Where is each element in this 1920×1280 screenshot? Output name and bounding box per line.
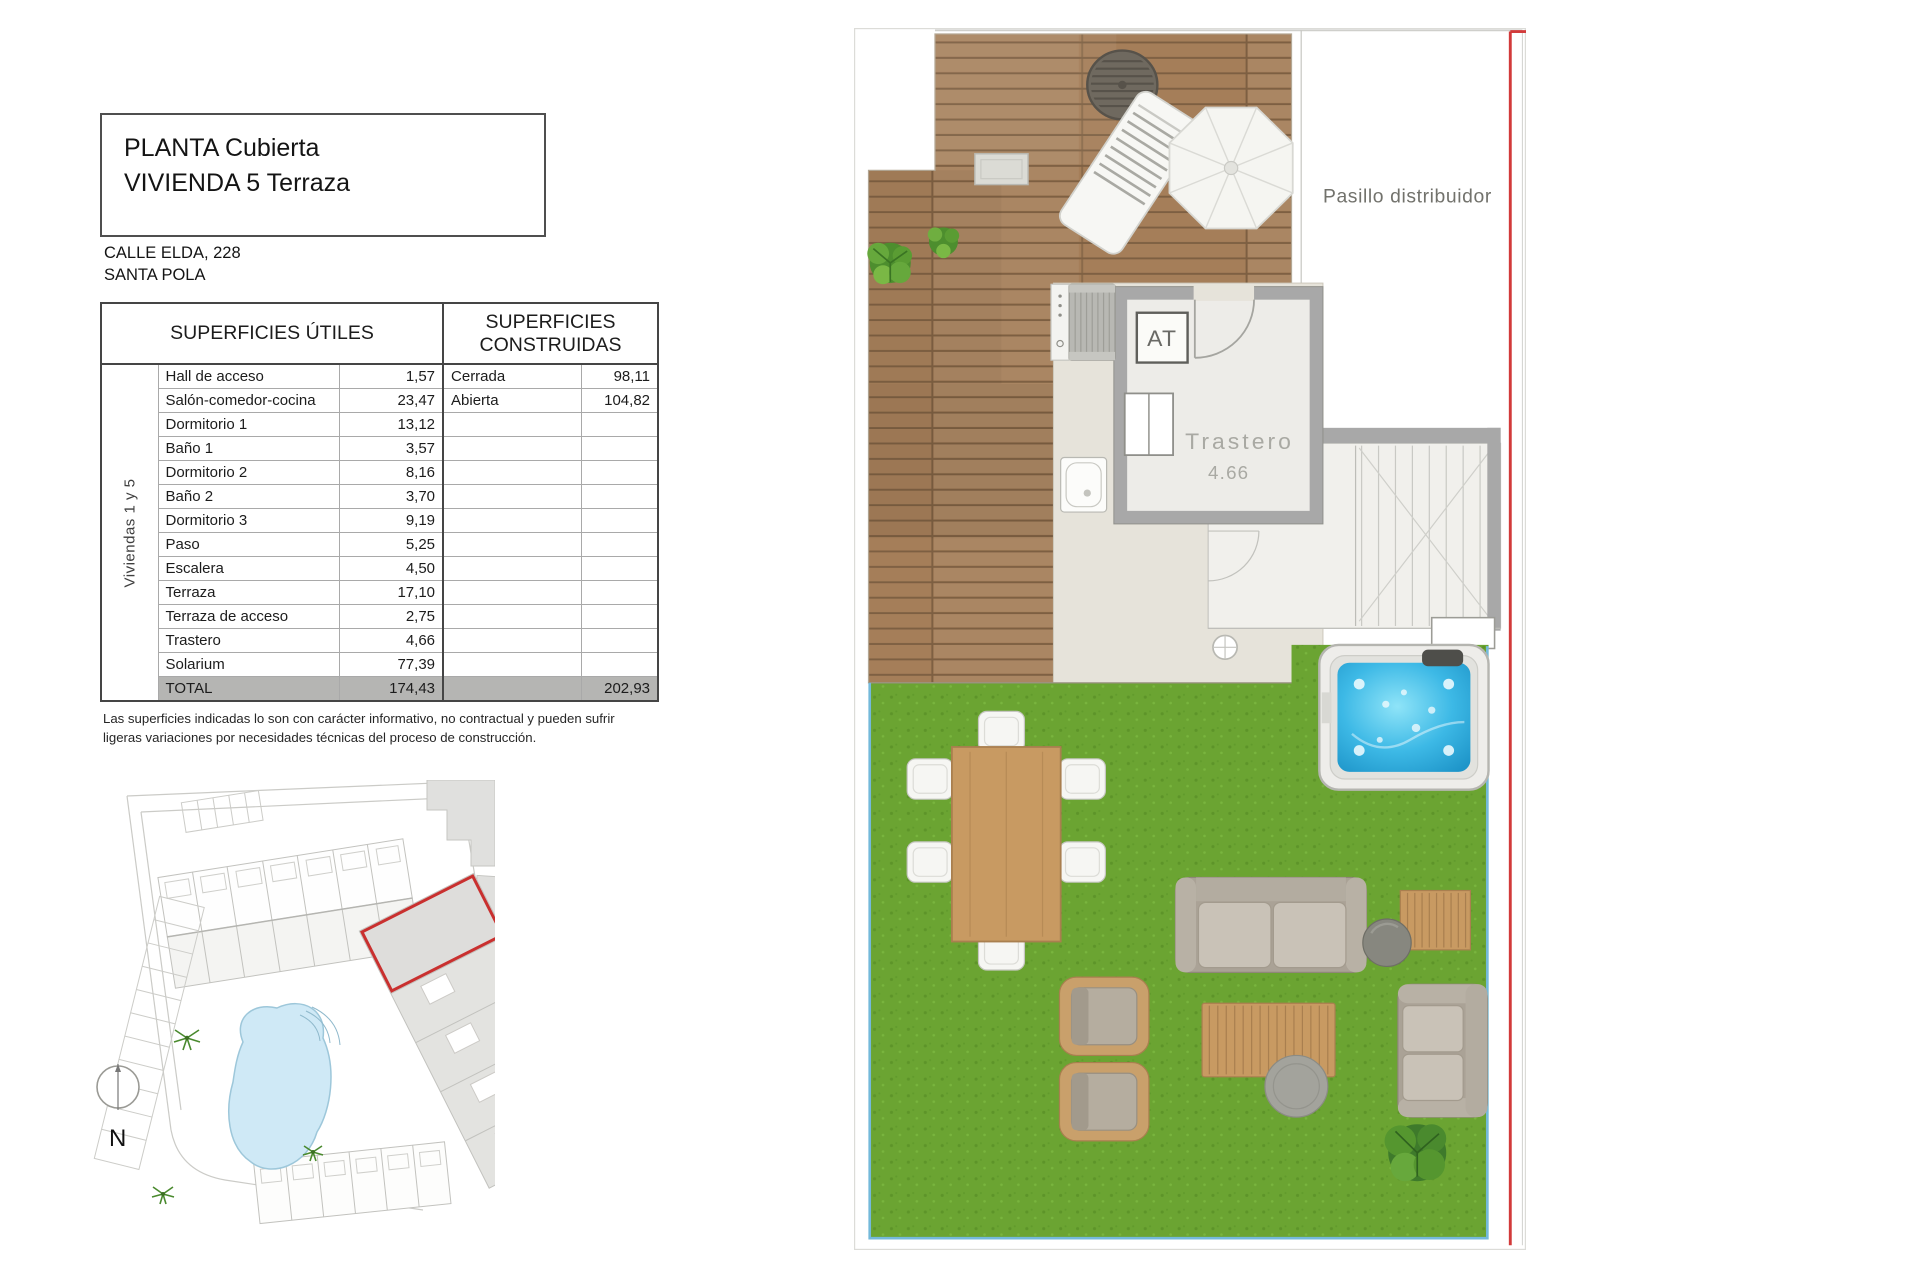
title-box bbox=[100, 113, 546, 237]
header-construidas: SUPERFICIES CONSTRUIDAS bbox=[443, 303, 658, 364]
table-row bbox=[101, 485, 658, 509]
compass bbox=[97, 1064, 139, 1152]
room-value-cell: 3,57 bbox=[339, 437, 443, 461]
built-value-cell bbox=[581, 533, 658, 557]
group-label: Viviendas 1 y 5 bbox=[121, 478, 139, 587]
built-name-cell bbox=[443, 557, 581, 581]
built-value-cell bbox=[581, 653, 658, 677]
table-header-row bbox=[101, 303, 658, 364]
room-value-cell: 13,12 bbox=[339, 413, 443, 437]
built-name-cell bbox=[443, 413, 581, 437]
room-name-cell: Dormitorio 3 bbox=[158, 509, 339, 533]
disclaimer-line-1: Las superficies indicadas lo son con carácter informativo, no contractual y pueden sufrir bbox=[103, 711, 615, 726]
room-name-cell: Hall de acceso bbox=[158, 364, 339, 389]
room-name-cell: Terraza bbox=[158, 581, 339, 605]
sink-icon bbox=[1061, 457, 1107, 512]
table-row bbox=[101, 629, 658, 653]
room-name-cell: Dormitorio 1 bbox=[158, 413, 339, 437]
table-row bbox=[101, 437, 658, 461]
storage-area-value: 4.66 bbox=[1208, 461, 1250, 483]
storage-label: Trastero bbox=[1185, 428, 1294, 455]
round-side-table bbox=[1363, 919, 1411, 966]
built-value-cell bbox=[581, 509, 658, 533]
disclaimer bbox=[103, 710, 693, 747]
table-row bbox=[101, 581, 658, 605]
table-row bbox=[101, 509, 658, 533]
room-name-cell: Solarium bbox=[158, 653, 339, 677]
table-row bbox=[101, 461, 658, 485]
table-row bbox=[101, 557, 658, 581]
parasol-icon bbox=[1169, 107, 1292, 228]
address bbox=[104, 243, 241, 287]
garden-plant-icon bbox=[1385, 1124, 1447, 1181]
large-sofa bbox=[1175, 877, 1366, 972]
jacuzzi-headrest bbox=[1422, 650, 1463, 667]
room-value-cell: 2,75 bbox=[339, 605, 443, 629]
built-value-cell bbox=[581, 581, 658, 605]
header-utiles: SUPERFICIES ÚTILES bbox=[101, 303, 443, 364]
door-opening bbox=[1194, 285, 1254, 300]
floor-plan bbox=[854, 28, 1526, 1250]
room-name-cell: Salón-comedor-cocina bbox=[158, 389, 339, 413]
table-row bbox=[101, 653, 658, 677]
built-value-cell: 98,11 bbox=[581, 364, 658, 389]
room-value-cell: 23,47 bbox=[339, 389, 443, 413]
room-name-cell: Baño 1 bbox=[158, 437, 339, 461]
areas-table bbox=[100, 302, 659, 702]
site-parking-strip-top bbox=[181, 791, 263, 833]
built-name-cell bbox=[443, 437, 581, 461]
two-seat-sofa bbox=[1398, 984, 1487, 1117]
table-row bbox=[101, 389, 658, 413]
doormat bbox=[975, 154, 1028, 185]
total-built-empty-cell bbox=[443, 677, 581, 702]
total-value-cell: 174,43 bbox=[339, 677, 443, 702]
address-line-1: CALLE ELDA, 228 bbox=[104, 244, 241, 262]
built-name-cell bbox=[443, 509, 581, 533]
ac-unit-icon bbox=[1051, 284, 1115, 360]
room-value-cell: 8,16 bbox=[339, 461, 443, 485]
built-value-cell bbox=[581, 557, 658, 581]
window-icon bbox=[1125, 393, 1173, 455]
built-name-cell bbox=[443, 581, 581, 605]
at-label: AT bbox=[1147, 325, 1178, 351]
table-row bbox=[101, 605, 658, 629]
room-name-cell: Dormitorio 2 bbox=[158, 461, 339, 485]
armchair bbox=[1059, 977, 1148, 1055]
at-tag bbox=[1137, 313, 1188, 363]
room-value-cell: 17,10 bbox=[339, 581, 443, 605]
table-row bbox=[101, 413, 658, 437]
room-value-cell: 4,50 bbox=[339, 557, 443, 581]
built-name-cell: Abierta bbox=[443, 389, 581, 413]
room-name-cell: Paso bbox=[158, 533, 339, 557]
room-value-cell: 5,25 bbox=[339, 533, 443, 557]
built-value-cell bbox=[581, 629, 658, 653]
built-name-cell: Cerrada bbox=[443, 364, 581, 389]
built-name-cell bbox=[443, 533, 581, 557]
corridor-label: Pasillo distribuidor bbox=[1322, 186, 1492, 208]
site-plan bbox=[75, 780, 495, 1250]
built-name-cell bbox=[443, 461, 581, 485]
total-label-cell: TOTAL bbox=[158, 677, 339, 702]
table-total-row bbox=[101, 677, 658, 702]
total-built-value-cell: 202,93 bbox=[581, 677, 658, 702]
title-line-1: PLANTA Cubierta bbox=[124, 134, 320, 162]
potted-plant-icon bbox=[867, 243, 912, 285]
site-building-band bbox=[359, 873, 495, 1188]
built-value-cell bbox=[581, 485, 658, 509]
table-row bbox=[101, 364, 658, 389]
built-name-cell bbox=[443, 605, 581, 629]
built-value-cell bbox=[581, 461, 658, 485]
built-value-cell bbox=[581, 605, 658, 629]
jacuzzi bbox=[1319, 645, 1488, 790]
built-name-cell bbox=[443, 653, 581, 677]
room-value-cell: 9,19 bbox=[339, 509, 443, 533]
built-value-cell bbox=[581, 413, 658, 437]
built-name-cell bbox=[443, 485, 581, 509]
group-label-cell bbox=[101, 364, 158, 701]
built-value-cell: 104,82 bbox=[581, 389, 658, 413]
room-name-cell: Terraza de acceso bbox=[158, 605, 339, 629]
address-line-2: SANTA POLA bbox=[104, 265, 206, 284]
storage-room bbox=[1114, 285, 1323, 523]
areas-table-wrap bbox=[100, 302, 659, 702]
armchair bbox=[1059, 1063, 1148, 1141]
room-value-cell: 3,70 bbox=[339, 485, 443, 509]
ceiling-lamp-icon bbox=[1213, 635, 1237, 659]
title-line-2: VIVIENDA 5 Terraza bbox=[124, 168, 351, 197]
room-name-cell: Escalera bbox=[158, 557, 339, 581]
table-row bbox=[101, 533, 658, 557]
built-name-cell bbox=[443, 629, 581, 653]
room-name-cell: Trastero bbox=[158, 629, 339, 653]
room-value-cell: 77,39 bbox=[339, 653, 443, 677]
stone-round-table bbox=[1265, 1055, 1328, 1117]
room-name-cell: Baño 2 bbox=[158, 485, 339, 509]
room-value-cell: 4,66 bbox=[339, 629, 443, 653]
built-value-cell bbox=[581, 437, 658, 461]
compass-label: N bbox=[109, 1125, 127, 1152]
disclaimer-line-2: ligeras variaciones por necesidades técnicas del proceso de construcción. bbox=[103, 729, 537, 745]
room-value-cell: 1,57 bbox=[339, 364, 443, 389]
